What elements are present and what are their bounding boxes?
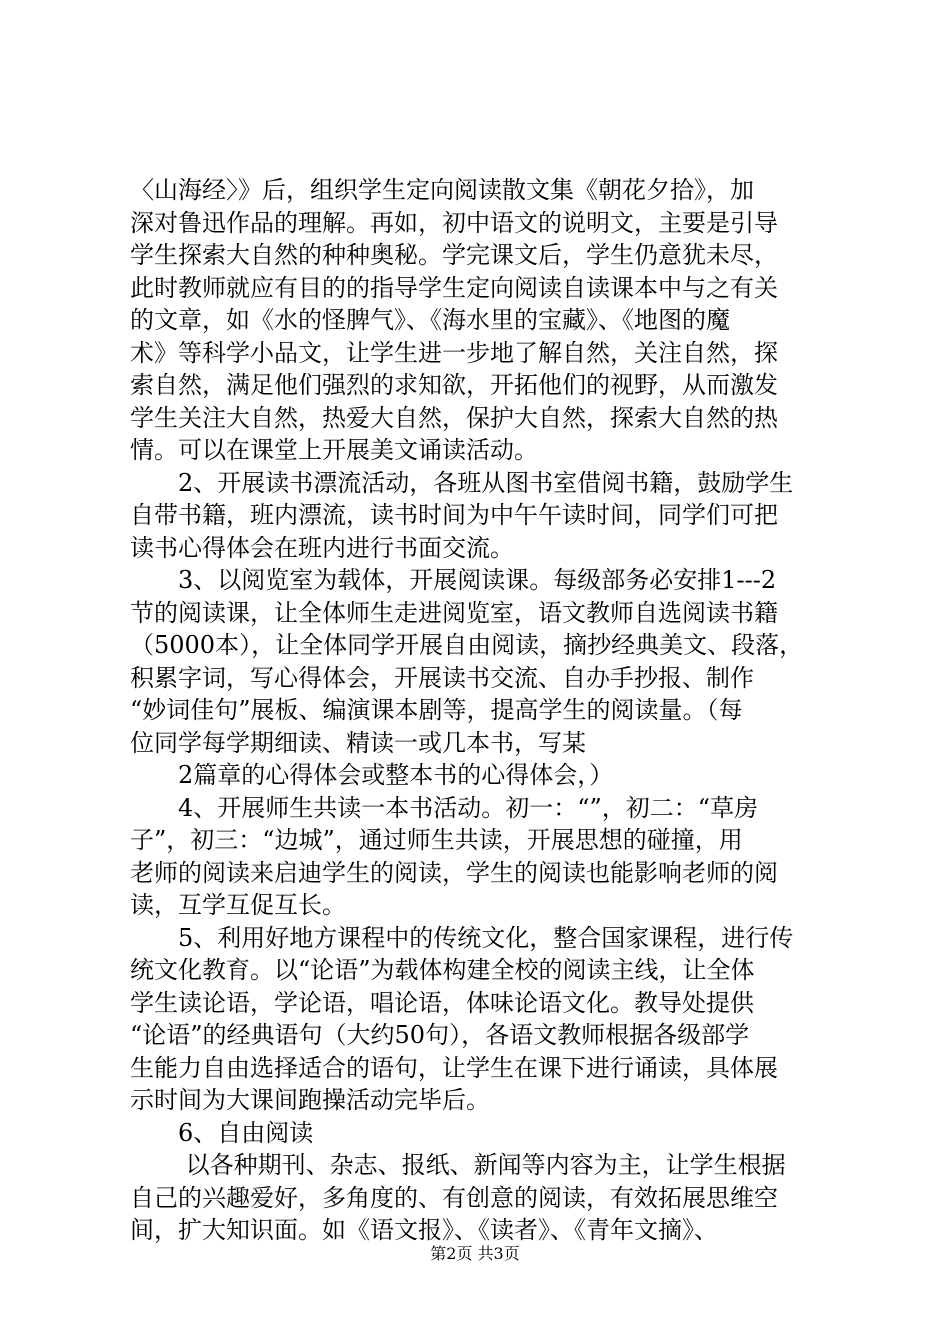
text-line: 节的阅读课，让全体师生走进阅览室，语文教师自选阅读书籍 — [130, 598, 778, 627]
text-line: 5、利用好地方课程中的传统文化，整合国家课程，进行传 — [130, 923, 794, 952]
text-line: 3、以阅览室为载体，开展阅读课。每级部务必安排1---2 — [130, 566, 777, 594]
text-line: 学生探索大自然的种种奥秘。学完课文后，学生仍意犹未尽， — [130, 241, 778, 269]
text-line: 自己的兴趣爱好，多角度的、有创意的阅读，有效拓展思维空 — [130, 1183, 778, 1212]
text-line: 以各种期刊、杂志、报纸、新闻等内容为主，让学生根据 — [130, 1151, 786, 1179]
text-line: 自带书籍，班内漂流，读书时间为中午午读时间，同学们可把 — [130, 501, 778, 529]
page-footer: 第2页 共3页 — [430, 1244, 520, 1263]
text-line: 2、开展读书漂流活动，各班从图书室借阅书籍，鼓励学生 — [130, 468, 794, 497]
text-line: 6、自由阅读 — [130, 1118, 314, 1147]
text-line: 学生关注大自然，热爱大自然，保护大自然，探索大自然的热 — [130, 403, 778, 432]
text-line: 示时间为大课间跑操活动完毕后。 — [130, 1086, 490, 1114]
text-line: 统文化教育。以“论语”为载体构建全校的阅读主线，让全体 — [130, 956, 755, 984]
document-body — [130, 174, 830, 1247]
text-line: 子”，初三：“边城”，通过师生共读，开展思想的碰撞，用 — [130, 826, 743, 854]
text-line: “妙词佳句”展板、编演课本剧等，提高学生的阅读量。（每 — [130, 696, 743, 724]
text-line: 〈山海经〉》后，组织学生定向阅读散文集《朝花夕拾》，加 — [130, 176, 754, 204]
text-line: （5000本），让全体同学开展自由阅读，摘抄经典美文、段落， — [130, 631, 804, 659]
text-line: 读，互学互促互长。 — [130, 891, 346, 919]
text-line: 索自然，满足他们强烈的求知欲，开拓他们的视野，从而激发 — [130, 371, 778, 399]
text-line: 读书心得体会在班内进行书面交流。 — [130, 533, 514, 562]
text-line: 学生读论语，学论语，唱论语，体味论语文化。教导处提供 — [130, 988, 754, 1017]
text-line: 深对鲁迅作品的理解。再如，初中语文的说明文，主要是引导 — [130, 208, 778, 237]
text-line: “论语”的经典语句（大约50句），各语文教师根据各级部学 — [130, 1021, 750, 1049]
text-line: 间，扩大知识面。如《语文报》、《读者》、《青年文摘》、 — [130, 1216, 718, 1244]
text-line: 的文章，如《水的怪脾气》、《海水里的宝藏》、《地图的魔 — [130, 306, 730, 334]
text-line: 老师的阅读来启迪学生的阅读，学生的阅读也能影响老师的阅 — [130, 858, 778, 887]
text-line: 情。可以在课堂上开展美文诵读活动。 — [130, 436, 538, 464]
text-line: 术》等科学小品文，让学生进一步地了解自然，关注自然，探 — [130, 338, 778, 367]
text-line: 生能力自由选择适合的语句，让学生在课下进行诵读，具体展 — [130, 1053, 778, 1082]
text-line: 2篇章的心得体会或整本书的心得体会，） — [130, 761, 614, 789]
text-line: 位同学每学期细读、精读一或几本书，写某 — [130, 728, 586, 757]
text-line: 积累字词，写心得体会，开展读书交流、自办手抄报、制作 — [130, 663, 754, 692]
text-line: 4、开展师生共读一本书活动。初一：“”，初二：“草房 — [130, 793, 759, 822]
text-line: 此时教师就应有目的的指导学生定向阅读自读课本中与之有关 — [130, 273, 778, 302]
